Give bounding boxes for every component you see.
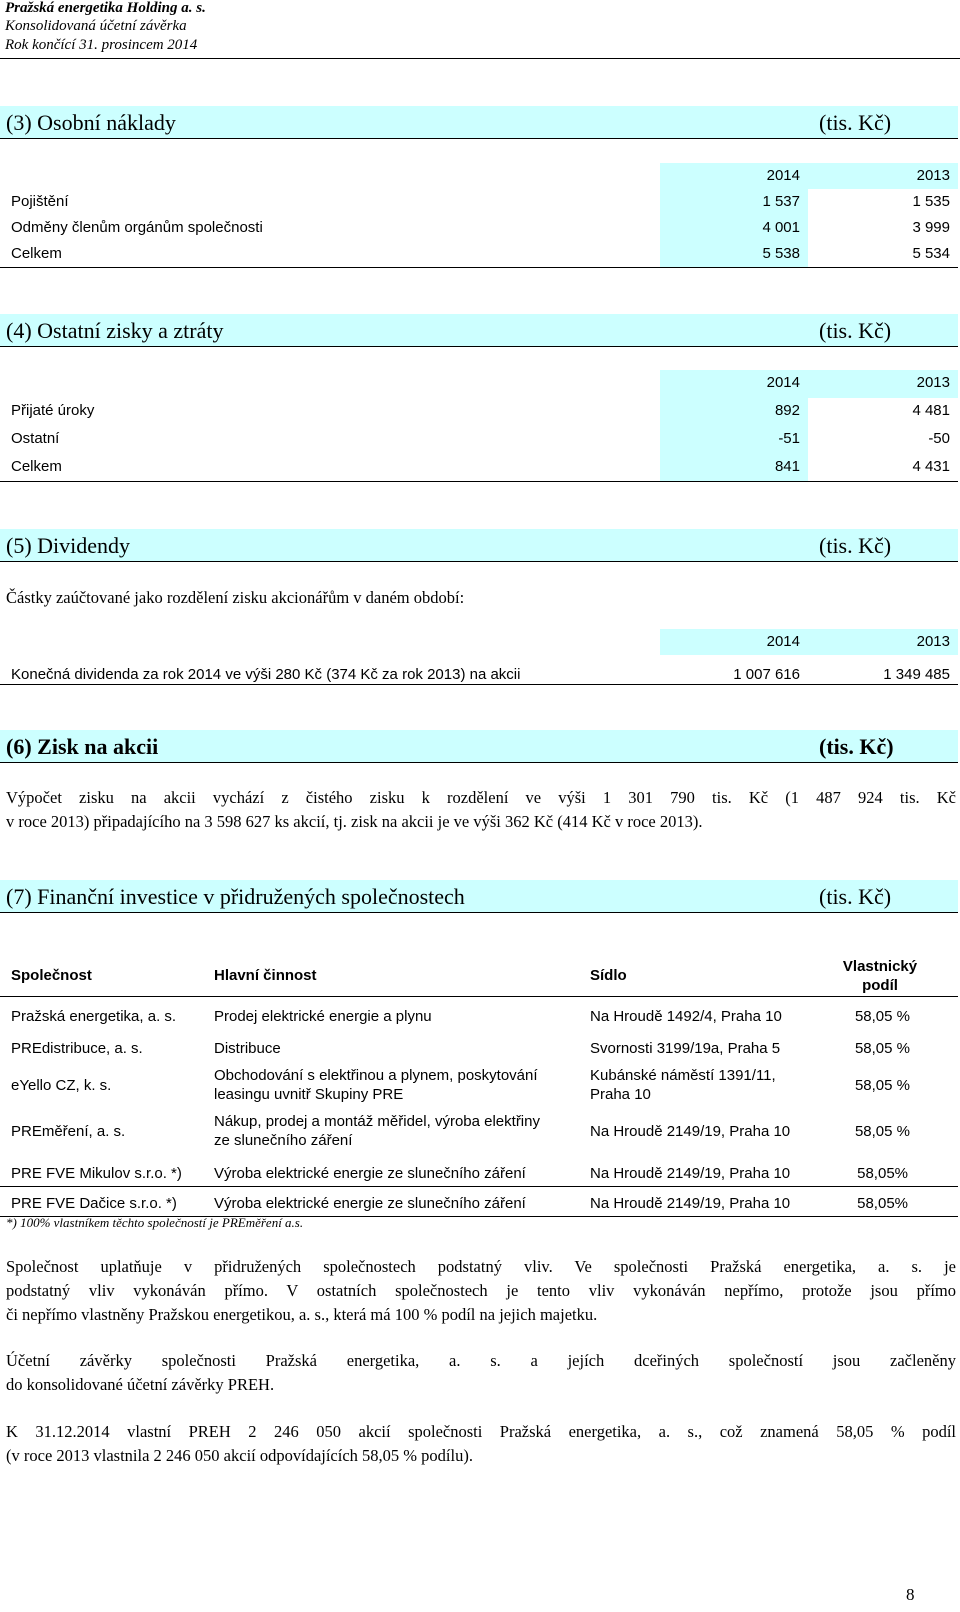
page-number: 8 (906, 1585, 915, 1604)
section-title: (3) Osobní náklady (6, 110, 176, 135)
activity-cell: Distribuce (214, 1040, 281, 1057)
table-header-row (0, 629, 958, 655)
value-2013: -50 (928, 430, 950, 447)
section-title: (6) Zisk na akcii (6, 734, 159, 759)
table-bottom-line (0, 267, 958, 268)
table-header-row (0, 163, 958, 189)
activity-cell: Prodej elektrické energie a plynu (214, 1008, 432, 1025)
seat-cell: Na Hroudě 2149/19, Praha 10 (590, 1123, 791, 1140)
ownership-paragraph (6, 1420, 956, 1468)
col-header-seat: Sídlo (590, 967, 627, 984)
col-header-activity: Hlavní činnost (214, 967, 317, 984)
section-title: (7) Finanční investice v přidružených společnostech (6, 884, 465, 909)
table-header-line (0, 996, 958, 997)
header-divider (0, 58, 960, 59)
dividend-intro: Částky zaúčtované jako rozdělení zisku akcionářům v daném období: (6, 588, 465, 607)
company-name: Pražská energetika Holding a. s. (5, 0, 206, 16)
company-name-cell: PRE FVE Dačice s.r.o. *) (11, 1195, 177, 1212)
share-cell: 58,05 % (854, 1077, 910, 1094)
value-2013: 3 999 (912, 219, 950, 236)
section-unit: (tis. Kč) (819, 884, 892, 909)
table-bottom-line (0, 481, 958, 482)
table-row (0, 398, 958, 424)
table-bottom-line (0, 684, 958, 685)
company-name-cell: PRE FVE Mikulov s.r.o. *) (11, 1165, 182, 1182)
influence-paragraph (6, 1255, 956, 1327)
value-2014: 5 538 (762, 245, 800, 262)
value-2014: -51 (778, 430, 800, 447)
company-name-cell: eYello CZ, k. s. (11, 1077, 112, 1094)
table-row (0, 189, 958, 215)
section-7-heading (0, 880, 958, 913)
seat-cell: Praha 10 (590, 1086, 651, 1103)
section-6-heading (0, 730, 958, 763)
paragraph-line: do konsolidované účetní závěrky PREH. (6, 1375, 275, 1394)
section-title: (4) Ostatní zisky a ztráty (6, 318, 224, 343)
section-unit: (tis. Kč) (819, 318, 892, 343)
row-label: Celkem (11, 458, 62, 475)
company-name-cell: PREměření, a. s. (11, 1123, 126, 1140)
paragraph-line: Účetní závěrky společnosti Pražská energetika, a. s. a jejích dceřiných společností jsou začleněny (6, 1351, 956, 1370)
row-label: Odměny členům orgánům společnosti (11, 219, 263, 236)
year-2014: 2014 (766, 374, 800, 391)
share-cell: 58,05 % (854, 1008, 910, 1025)
row-label: Přijaté úroky (11, 402, 95, 419)
value-2013: 5 534 (912, 245, 950, 262)
activity-cell: Výroba elektrické energie ze slunečního záření (214, 1165, 526, 1182)
col-header-share-line1: Vlastnický (842, 958, 918, 975)
table-header-row (0, 370, 958, 398)
seat-cell: Na Hroudě 1492/4, Praha 10 (590, 1008, 782, 1025)
seat-cell: Na Hroudě 2149/19, Praha 10 (590, 1165, 791, 1182)
report-name: Konsolidovaná účetní závěrka (5, 18, 187, 34)
col-header-share-line2: podíl (862, 977, 898, 994)
year-2013: 2013 (916, 374, 950, 391)
seat-cell: Kubánské náměstí 1391/11, (590, 1067, 776, 1084)
company-name-cell: PREdistribuce, a. s. (11, 1040, 143, 1057)
seat-cell: Svornosti 3199/19a, Praha 5 (590, 1040, 781, 1057)
activity-cell: Obchodování s elektřinou a plynem, poskytování (214, 1067, 538, 1084)
row-label: Pojištění (11, 193, 69, 210)
table-row (0, 426, 958, 452)
section-title: (5) Dividendy (6, 533, 131, 558)
value-2013: 1 535 (912, 193, 950, 210)
col-header-company: Společnost (11, 967, 92, 984)
seat-cell: Na Hroudě 2149/19, Praha 10 (590, 1195, 791, 1212)
value-2014: 1 537 (762, 193, 800, 210)
section-5-heading (0, 529, 958, 562)
paragraph-line: či nepřímo vlastněny Pražskou energetikou, a. s., která má 100 % podíl na jejich majetku. (6, 1305, 598, 1324)
paragraph-line: Společnost uplatňuje v přidružených společnostech podstatný vliv. Ve společnosti Pražská energetika, a. s. je (6, 1257, 956, 1276)
section-unit: (tis. Kč) (819, 533, 892, 558)
value-2014: 4 001 (762, 219, 800, 236)
share-cell: 58,05 % (854, 1040, 910, 1057)
paragraph-line: K 31.12.2014 vlastní PREH 2 246 050 akcií společnosti Pražská energetika, a. s., což znamená 58,05 % podíl (6, 1422, 956, 1441)
report-period: Rok končící 31. prosincem 2014 (5, 37, 198, 53)
consolidation-paragraph (6, 1349, 956, 1397)
paragraph-line: podstatný vliv vykonáván přímo. V ostatních společnostech je tento vliv vykonáván nepřímo, protože jsou přímo (6, 1281, 956, 1300)
value-2013: 4 431 (912, 458, 950, 475)
row-label: Ostatní (11, 430, 60, 447)
row-label: Konečná dividenda za rok 2014 ve výši 280 Kč (374 Kč za rok 2013) na akcii (11, 666, 521, 683)
year-2014: 2014 (766, 167, 800, 184)
company-name-cell: Pražská energetika, a. s. (11, 1008, 177, 1025)
share-cell: 58,05% (857, 1195, 908, 1212)
section-unit: (tis. Kč) (819, 110, 892, 135)
activity-cell: leasingu uvnitř Skupiny PRE (214, 1086, 404, 1103)
paragraph-line: Výpočet zisku na akcii vychází z čistého zisku k rozdělení ve výši 1 301 790 tis. Kč (1 487 924 tis. Kč (6, 788, 956, 807)
table-total-row (0, 241, 958, 267)
share-cell: 58,05 % (854, 1123, 910, 1140)
section-4-heading (0, 314, 958, 347)
eps-paragraph (6, 786, 956, 834)
activity-cell: Výroba elektrické energie ze slunečního záření (214, 1195, 526, 1212)
activity-cell: Nákup, prodej a montáž měřidel, výroba elektřiny (214, 1113, 540, 1130)
share-cell: 58,05% (857, 1165, 908, 1182)
section-3-heading (0, 106, 958, 139)
value-2013: 1 349 485 (883, 666, 950, 683)
activity-cell: ze slunečního záření (214, 1132, 353, 1149)
value-2014: 1 007 616 (733, 666, 800, 683)
year-2013: 2013 (916, 633, 950, 650)
table-total-row (0, 454, 958, 480)
value-2014: 841 (774, 458, 800, 475)
paragraph-line: (v roce 2013 vlastnila 2 246 050 akcií odpovídajících 58,05 % podílu). (6, 1446, 473, 1465)
section-unit: (tis. Kč) (819, 734, 894, 759)
year-2013: 2013 (916, 167, 950, 184)
paragraph-line: v roce 2013) připadajícího na 3 598 627 ks akcií, tj. zisk na akcii je ve výši 362 Kč (414 Kč v roce 2013). (6, 812, 703, 831)
value-2014: 892 (774, 402, 800, 419)
value-2013: 4 481 (912, 402, 950, 419)
table-row (0, 215, 958, 241)
row-divider (0, 1186, 958, 1187)
year-2014: 2014 (766, 633, 800, 650)
row-label: Celkem (11, 245, 62, 262)
ownership-footnote: *) 100% vlastníkem těchto společností je PREměření a.s. (6, 1215, 304, 1230)
